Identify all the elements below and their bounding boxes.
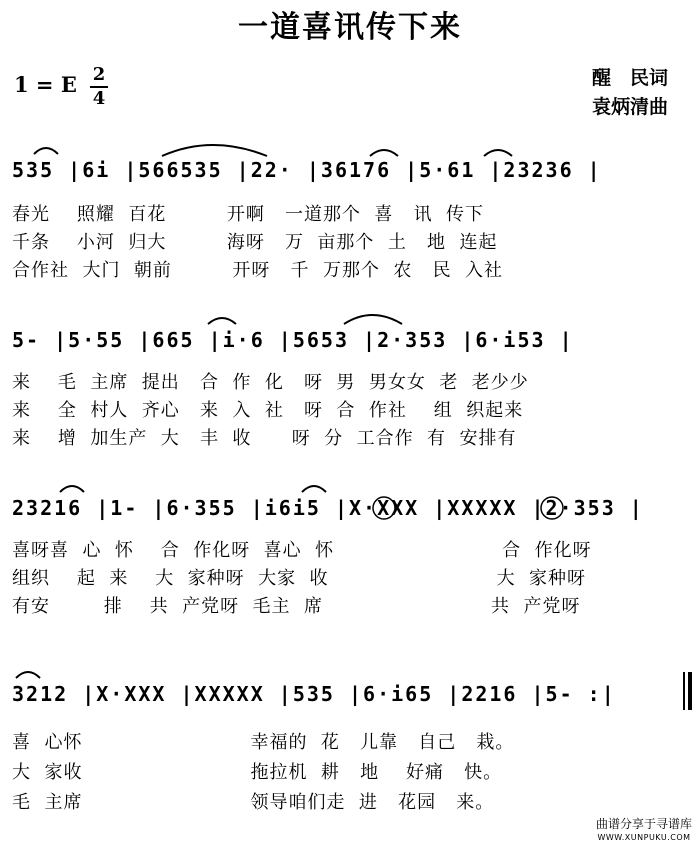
lyric-verse-3: 有安 排 共 产党呀 毛主 席 共 产党呀 (12, 596, 581, 617)
lyric-verse-2: 来 全 村人 齐心 来 入 社 呀 合 作社 组 织起来 (12, 400, 524, 421)
lyric-verse-2: 组织 起 来 大 家种呀 大家 收 大 家种呀 (12, 568, 587, 589)
time-signature-top: 2 (92, 64, 106, 85)
key-signature: 1 = E (14, 72, 77, 97)
lyric-verse-1: 春光 照耀 百花 开啊 一道那个 喜 讯 传下 (12, 204, 485, 225)
watermark-line-2: WWW.XUNPUKU.COM (597, 833, 691, 842)
lyric-verse-1: 喜呀喜 心 怀 合 作化呀 喜心 怀 合 作化呀 (12, 540, 592, 561)
lyric-verse-3: 来 增 加生产 大 丰 收 呀 分 工合作 有 安排有 (12, 428, 517, 449)
lyricist-credit: 醒 民词 (591, 67, 668, 89)
notation-line: 535 |6i |566535 |22· |36176 |5·61 |23236 | (12, 158, 602, 182)
lyric-verse-3: 合作社 大门 朝前 开呀 千 万那个 农 民 入社 (12, 260, 504, 281)
lyric-verse-3: 毛 主席 领导咱们走 进 花园 来。 (12, 792, 495, 813)
time-signature (90, 64, 108, 110)
time-signature-bottom: 4 (92, 88, 106, 109)
notation-line: 23216 |1- |6·355 |i6i5 |X·XXX |XXXXX |2·353 | (12, 496, 644, 520)
lyric-verse-2: 大 家收 拖拉机 耕 地 好痛 快。 (12, 762, 503, 783)
notation-line: 3212 |X·XXX |XXXXX |535 |6·i65 |2216 |5- :| (12, 682, 616, 706)
composer-credit: 袁炳清曲 (591, 96, 668, 118)
watermark-line-1: 曲谱分享于寻谱库 (595, 817, 692, 831)
notation-line: 5- |5·55 |665 |i·6 |5653 |2·353 |6·i53 | (12, 328, 574, 352)
watermark (596, 817, 692, 845)
lyric-verse-1: 来 毛 主席 提出 合 作 化 呀 男 男女女 老 老少少 (12, 372, 529, 393)
lyric-verse-2: 千条 小河 归大 海呀 万 亩那个 土 地 连起 (12, 232, 498, 253)
song-title: 一道喜讯传下来 (238, 10, 462, 45)
lyric-verse-1: 喜 心怀 幸福的 花 儿靠 自己 栽。 (12, 732, 515, 753)
